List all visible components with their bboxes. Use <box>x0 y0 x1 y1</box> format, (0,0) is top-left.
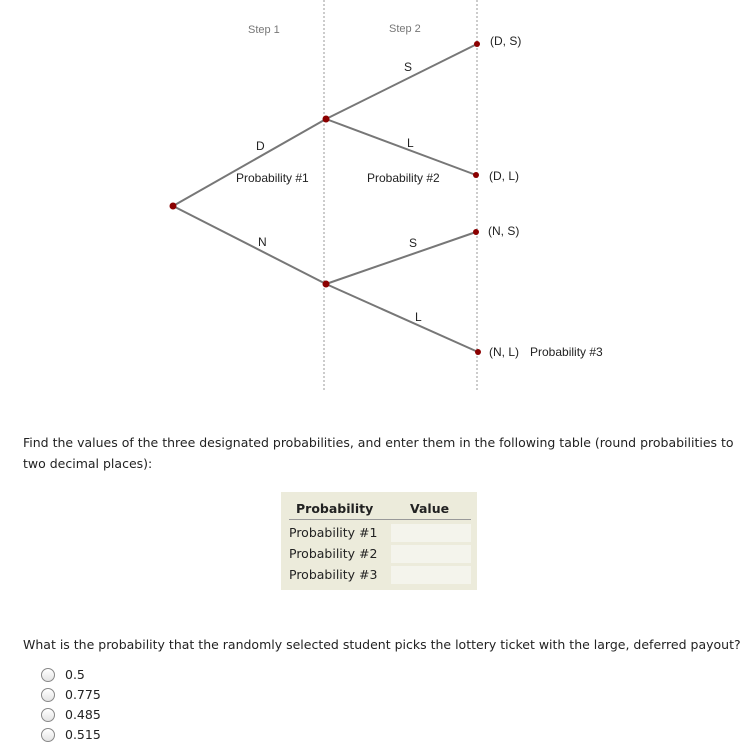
header-value: Value <box>410 501 450 516</box>
option-2[interactable] <box>41 687 101 702</box>
step-1-label: Step 1 <box>248 24 280 36</box>
leaf-ds <box>474 41 480 47</box>
branch-label-ds: S <box>404 60 413 74</box>
radio-button[interactable] <box>41 688 55 702</box>
radio-button[interactable] <box>41 668 55 682</box>
probability-3-input[interactable] <box>391 566 471 584</box>
header-divider <box>289 519 471 520</box>
probability-table <box>281 492 477 590</box>
node-d <box>323 116 330 123</box>
row-label-3: Probability #3 <box>289 567 378 582</box>
question-1-text: Find the values of the three designated probabilities, and enter them in the following table (round probabilities to two decimal places): <box>23 435 734 471</box>
radio-button[interactable] <box>41 708 55 722</box>
branch-ns <box>326 232 476 284</box>
outcome-nl: (N, L) <box>489 345 519 359</box>
branch-label-ns: S <box>409 236 418 250</box>
probability-1-input[interactable] <box>391 524 471 542</box>
option-4[interactable] <box>41 727 101 742</box>
branch-n <box>173 206 326 284</box>
leaf-dl <box>473 172 479 178</box>
option-3[interactable] <box>41 707 101 722</box>
branch-label-nl: L <box>415 310 422 324</box>
option-label: 0.775 <box>65 687 101 702</box>
branch-d <box>173 119 326 206</box>
row-label-2: Probability #2 <box>289 546 378 561</box>
leaf-nl <box>475 349 481 355</box>
outcome-ns: (N, S) <box>488 224 520 238</box>
option-label: 0.485 <box>65 707 101 722</box>
branch-label-dl: L <box>407 136 414 150</box>
leaf-ns <box>473 229 479 235</box>
radio-button[interactable] <box>41 728 55 742</box>
outcome-dl: (D, L) <box>489 169 519 183</box>
node-n <box>323 281 330 288</box>
option-label: 0.515 <box>65 727 101 742</box>
header-probability: Probability <box>296 501 374 516</box>
branch-label-d: D <box>256 139 265 153</box>
option-1[interactable] <box>41 667 85 682</box>
probability-2-input[interactable] <box>391 545 471 563</box>
question-2-text: What is the probability that the randomly selected student picks the lottery ticket with the large, deferred payout? <box>23 637 741 652</box>
annotation-prob-1: Probability #1 <box>236 171 309 185</box>
option-label: 0.5 <box>65 667 85 682</box>
root-node <box>170 203 177 210</box>
step-2-label: Step 2 <box>389 23 421 35</box>
annotation-prob-2: Probability #2 <box>367 171 440 185</box>
annotation-prob-3: Probability #3 <box>530 345 603 359</box>
branch-label-n: N <box>258 235 267 249</box>
branch-dl <box>326 119 476 175</box>
outcome-ds: (D, S) <box>490 34 522 48</box>
branch-ds <box>326 44 477 119</box>
branch-nl <box>326 284 478 352</box>
row-label-1: Probability #1 <box>289 525 378 540</box>
